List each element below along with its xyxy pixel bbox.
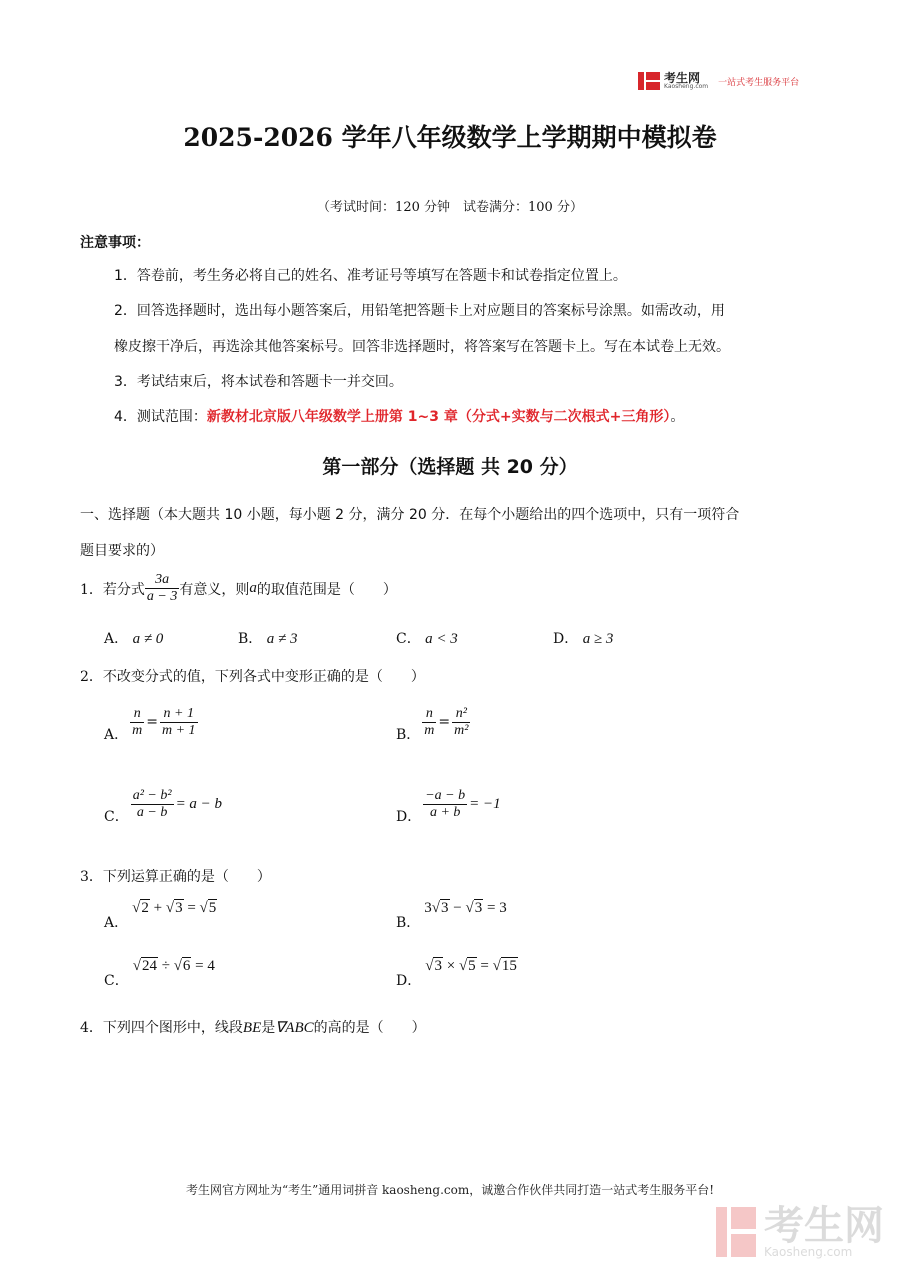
q1-var: a (249, 580, 257, 596)
logo-domain: Kaosheng.com (664, 83, 709, 90)
q1-fraction (145, 572, 179, 605)
logo-icon (638, 72, 660, 90)
q1-option-c[interactable]: C． a < 3 (396, 631, 458, 647)
q2-option-b[interactable]: B． $\frac{n}{m}$ = $\frac{\text{n²}}{\text{m²}}$ (396, 705, 469, 743)
logo-name: 考生网 (664, 71, 701, 85)
scope-prefix: 4．测试范围： (114, 409, 207, 425)
q3-option-c[interactable]: C． √24 ÷ √6 = 4 (104, 958, 215, 989)
q1-post: 的取值范围是（ ） (256, 581, 397, 598)
logo-slogan: 一站式考生服务平台 (718, 77, 800, 88)
section-heading: 一、选择题（本大题共 10 小题，每小题 2 分，满分 20 分．在每个小题给出的四个选项中，只有一项符合 (80, 507, 740, 523)
note-item: 橡皮擦干净后，再选涂其他答案标号。回答非选择题时，将答案写在答题卡上。写在本试卷上无效。 (114, 339, 730, 355)
note-item: 3．考试结束后，将本试卷和答题卡一并交回。 (114, 374, 403, 390)
watermark-name: 考生网 (764, 1203, 884, 1249)
watermark-domain: Kaosheng.com (764, 1245, 853, 1259)
q4-segment: BE (242, 1020, 262, 1036)
q2-option-c[interactable]: C． $\frac{\text{a² − b²}}{a - b}$ = a − b (104, 787, 223, 825)
fraction-numerator: 3a (155, 572, 170, 587)
question-2: 2．不改变分式的值，下列各式中变形正确的是（ ） (80, 669, 425, 685)
q1-option-d[interactable]: D． a ≥ 3 (553, 631, 614, 647)
question-1 (80, 572, 397, 605)
q1-option-b[interactable]: B． a ≠ 3 (238, 631, 298, 647)
note-item: 2．回答选择题时，选出每小题答案后，用铅笔把答题卡上对应题目的答案标号涂黑。如需改动，用 (114, 303, 725, 319)
q3-option-d[interactable]: D． √3 × √5 = √15 (396, 958, 517, 989)
note-item-scope (114, 408, 684, 426)
q2-option-d[interactable]: D． $\frac{-a - b}{a + b}$ = −1 (396, 787, 501, 825)
fraction-denominator: a − 3 (146, 589, 178, 604)
part-title: 第一部分（选择题 共 20 分） (322, 456, 578, 478)
q3-option-b[interactable]: B． 3√3 − √3 = 3 (396, 900, 507, 931)
watermark (716, 1203, 884, 1259)
exam-info: （考试时间：120 分钟 试卷满分：100 分） (317, 200, 583, 215)
notes-heading: 注意事项： (80, 235, 150, 251)
question-3: 3．下列运算正确的是（ ） (80, 869, 271, 885)
q1-mid: 有意义，则 (179, 581, 250, 598)
page-title: 2025-2026 学年八年级数学上学期期中模拟卷 (183, 123, 717, 152)
q1-pre: 若分式 (102, 581, 145, 598)
q2-option-a[interactable]: A． $\frac{n}{m}$ = $\frac{n + 1}{m + 1}$ (104, 705, 196, 743)
note-item: 1．答卷前，考生务必将自己的姓名、准考证号等填写在答题卡和试卷指定位置上。 (114, 268, 627, 284)
section-heading-cont: 题目要求的） (80, 543, 164, 559)
q4-triangle: ∇ABC (275, 1020, 314, 1036)
scope-suffix: 。 (670, 409, 685, 425)
q3-option-a[interactable]: A． √2 + √3 = √5 (104, 900, 217, 931)
question-4: 4．下列四个图形中，线段BE是∇ABC的高的是（ ） (80, 1020, 426, 1036)
scope-text: 新教材北京版八年级数学上册第 1~3 章（分式+实数与二次根式+三角形） (206, 409, 671, 425)
footer-text: 考生网官方网址为“考生”通用词拼音 kaosheng.com，诚邀合作伙伴共同打造一站式考生服务平台! (185, 1183, 715, 1197)
header-logo (638, 72, 799, 90)
watermark-logo-icon (716, 1207, 756, 1257)
q1-option-a[interactable]: A． a ≠ 0 (104, 631, 164, 647)
q1-number: 1． (80, 581, 103, 598)
